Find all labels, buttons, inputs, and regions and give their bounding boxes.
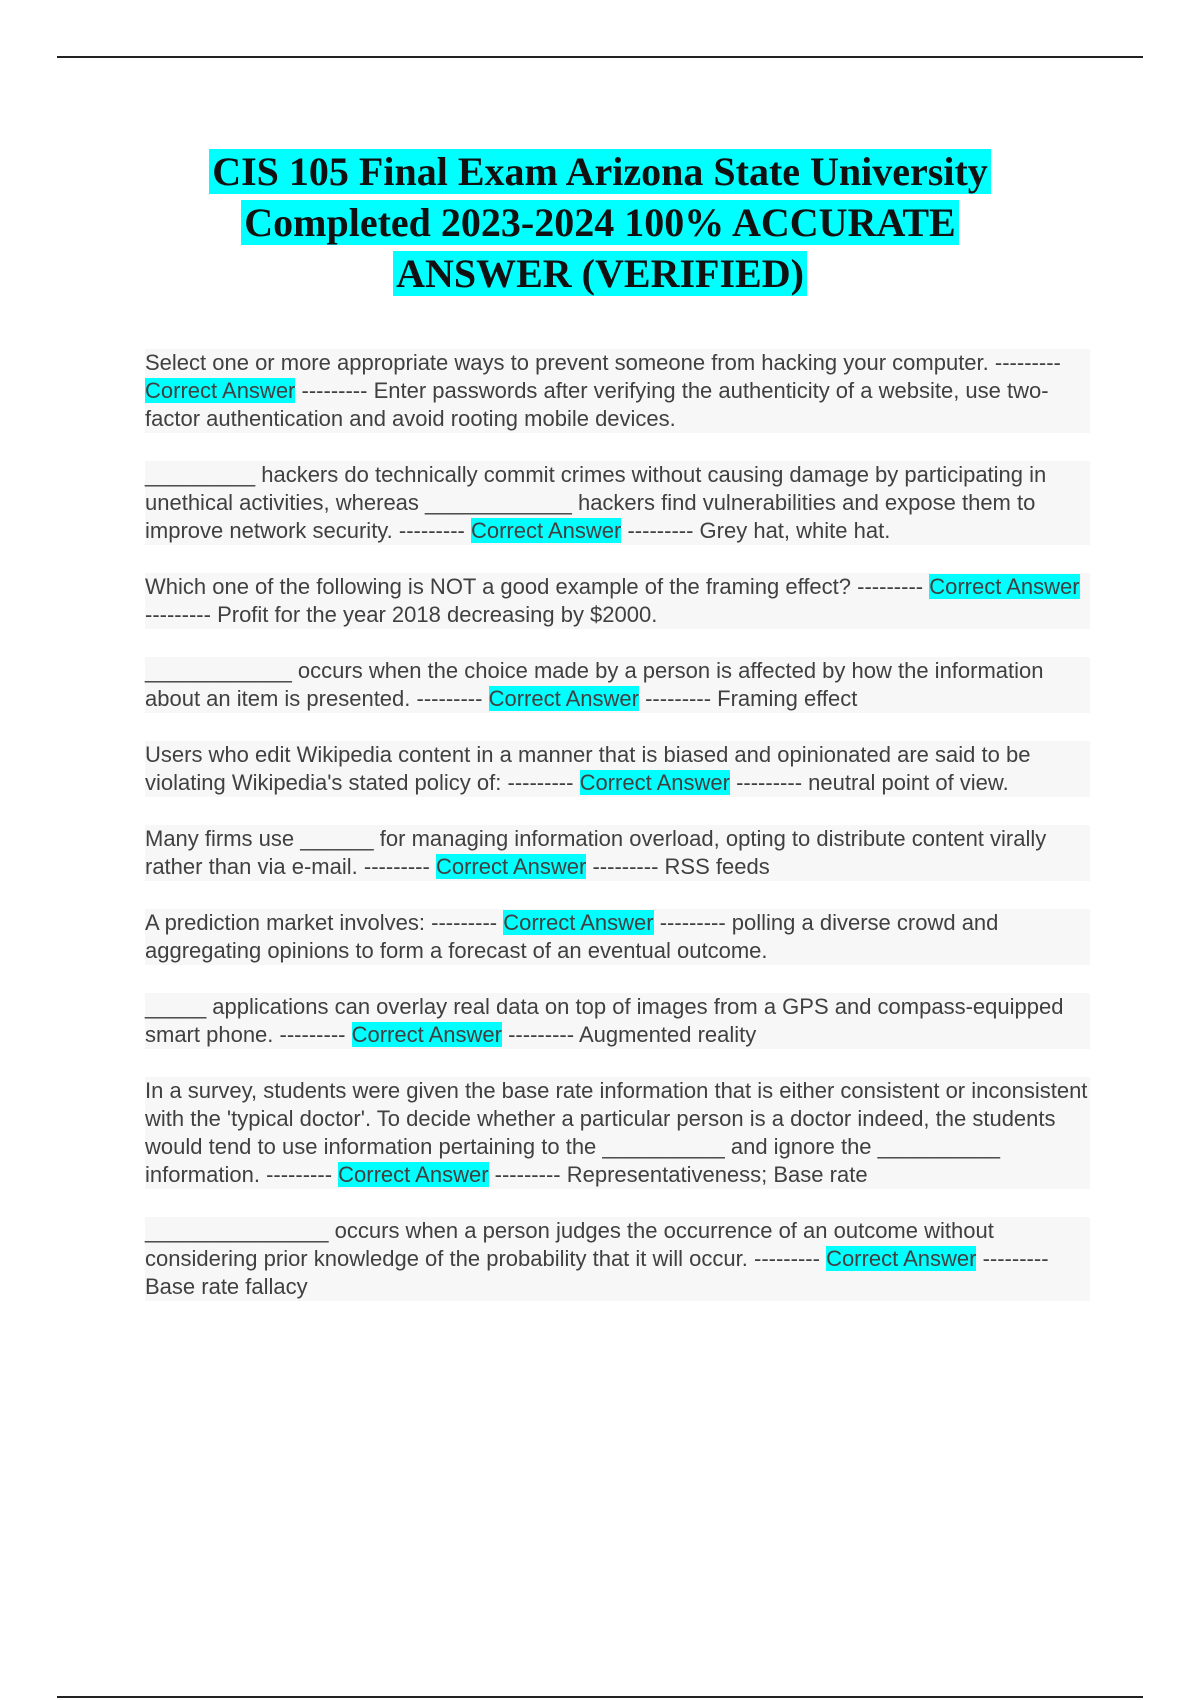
separator: --------- xyxy=(494,1162,561,1187)
qa-item xyxy=(145,461,1090,545)
document-title xyxy=(100,146,1100,299)
separator: --------- xyxy=(398,518,465,543)
qa-item xyxy=(145,741,1090,797)
separator: --------- xyxy=(279,1022,346,1047)
separator: --------- xyxy=(659,910,726,935)
separator: --------- xyxy=(416,686,483,711)
correct-answer-label: Correct Answer xyxy=(503,910,654,935)
answer-text: Augmented reality xyxy=(578,1022,757,1047)
title-line: Completed 2023-2024 100% ACCURATE xyxy=(241,200,958,245)
separator: --------- xyxy=(592,854,659,879)
question-text: _________ hackers do technically commit crimes without causing damage by participating in unethical activities, whereas ____________ hackers find vulnerabilities and expose them to improve network security. xyxy=(145,462,1047,543)
correct-answer-label: Correct Answer xyxy=(435,854,587,879)
separator: --------- xyxy=(145,602,211,627)
answer-text: RSS feeds xyxy=(664,854,770,879)
qa-item xyxy=(145,1217,1090,1301)
question-text: Many firms use ______ for managing information overload, opting to distribute content virally rather than via e-mail. xyxy=(145,826,1047,879)
separator: --------- xyxy=(754,1246,820,1271)
correct-answer-label: Correct Answer xyxy=(929,574,1080,599)
footer-rule xyxy=(57,1696,1143,1698)
question-list xyxy=(145,349,1090,1329)
question-text: Which one of the following is NOT a good example of the framing effect? xyxy=(145,574,852,599)
qa-item xyxy=(145,825,1090,881)
answer-text: Base rate fallacy xyxy=(145,1274,308,1299)
qa-item xyxy=(145,909,1090,965)
correct-answer-label: Correct Answer xyxy=(145,378,296,403)
correct-answer-label: Correct Answer xyxy=(579,770,730,795)
correct-answer-label: Correct Answer xyxy=(351,1022,502,1047)
separator: --------- xyxy=(508,1022,575,1047)
separator: --------- xyxy=(736,770,803,795)
correct-answer-label: Correct Answer xyxy=(338,1162,489,1187)
question-text: In a survey, students were given the base rate information that is either consistent or inconsistent with the 'typical doctor'. To decide whether a particular person is a doctor indeed, the students would tend to use information pertaining to the __________ and ignore the __________ information. xyxy=(145,1078,1088,1187)
title-line: ANSWER (VERIFIED) xyxy=(393,251,807,296)
separator: --------- xyxy=(266,1162,333,1187)
separator: --------- xyxy=(301,378,368,403)
answer-text: Enter passwords after verifying the authenticity of a website, use two-factor authentication and avoid rooting mobile devices. xyxy=(145,378,1049,431)
correct-answer-label: Correct Answer xyxy=(488,686,639,711)
separator: --------- xyxy=(363,854,430,879)
separator: --------- xyxy=(994,350,1061,375)
header-rule xyxy=(57,56,1143,58)
separator: --------- xyxy=(645,686,712,711)
question-text: _______________ occurs when a person judges the occurrence of an outcome without considering prior knowledge of the probability that it will occur. xyxy=(145,1218,994,1271)
answer-text: neutral point of view. xyxy=(808,770,1009,795)
question-text: ____________ occurs when the choice made by a person is affected by how the information about an item is presented. xyxy=(145,658,1044,711)
separator: --------- xyxy=(627,518,694,543)
answer-text: Grey hat, white hat. xyxy=(699,518,891,543)
separator: --------- xyxy=(857,574,924,599)
answer-text: Profit for the year 2018 decreasing by $2000. xyxy=(217,602,658,627)
question-text: Select one or more appropriate ways to prevent someone from hacking your computer. xyxy=(145,350,989,375)
question-text: A prediction market involves: xyxy=(145,910,426,935)
answer-text: polling a diverse crowd and aggregating opinions to form a forecast of an eventual outcome. xyxy=(145,910,999,963)
title-line: CIS 105 Final Exam Arizona State University xyxy=(209,149,991,194)
qa-item xyxy=(145,657,1090,713)
separator: --------- xyxy=(507,770,574,795)
separator: --------- xyxy=(431,910,498,935)
qa-item xyxy=(145,573,1090,629)
question-text: Users who edit Wikipedia content in a manner that is biased and opinionated are said to be violating Wikipedia's stated policy of: xyxy=(145,742,1031,795)
qa-item xyxy=(145,349,1090,433)
qa-item xyxy=(145,993,1090,1049)
question-text: _____ applications can overlay real data on top of images from a GPS and compass-equipped smart phone. xyxy=(145,994,1064,1047)
correct-answer-label: Correct Answer xyxy=(826,1246,977,1271)
separator: --------- xyxy=(982,1246,1049,1271)
answer-text: Framing effect xyxy=(717,686,858,711)
answer-text: Representativeness; Base rate xyxy=(566,1162,868,1187)
correct-answer-label: Correct Answer xyxy=(470,518,622,543)
qa-item xyxy=(145,1077,1090,1189)
